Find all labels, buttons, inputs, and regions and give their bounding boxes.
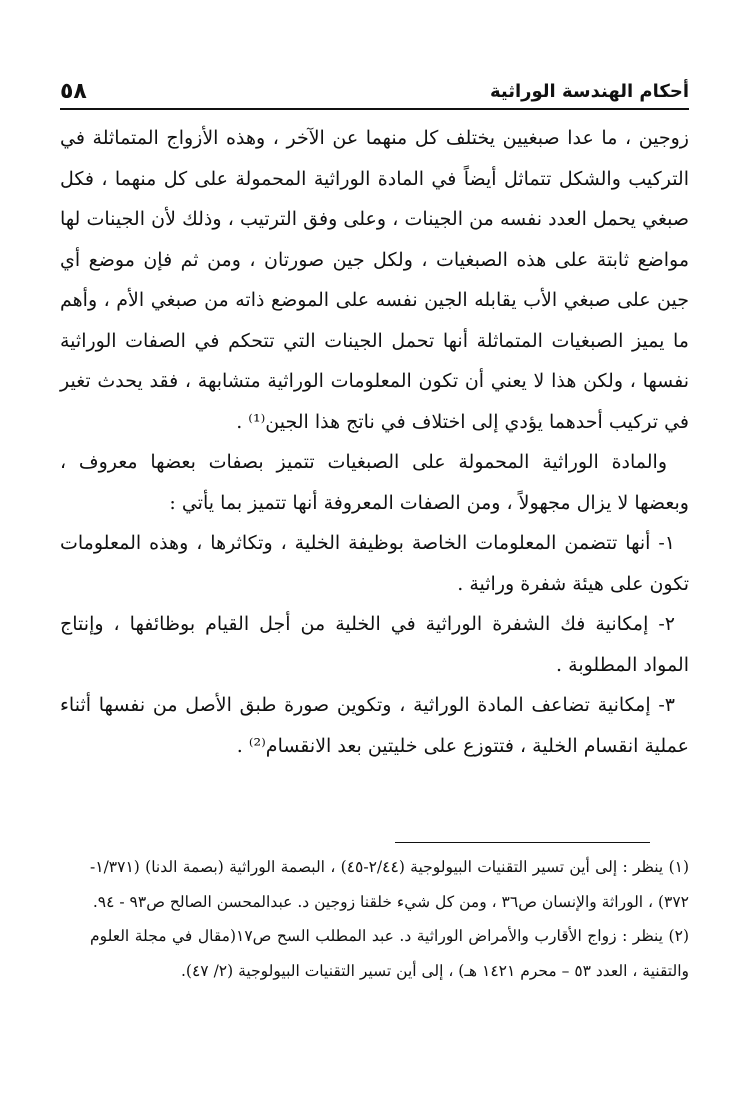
page-number: ٥٨	[60, 79, 87, 104]
paragraph: زوجين ، ما عدا صبغيين يختلف كل منهما عن الآخر ، وهذه الأزواج المتماثلة في التركيب والشكل تتماثل أيضاً في المادة الوراثية المحمولة على كل منهما ، فكل صبغي يحمل العدد نفسه من الجينات ، وعلى وفق الترتيب ، وذلك لأن الجينات لها مواضع ثابتة على هذه الصبغيات ، ولكل جين صورتان ، ومن ثم فإن موضع أي جين على صبغي الأب يقابله الجين نفسه على الموضع ذاته من صبغي الأم ، وأهم ما يميز الصبغيات المتماثلة أنها تحمل الجينات التي تتحكم في الصفات الوراثية نفسها ، ولكن هذا لا يعني أن تكون المعلومات الوراثية متشابهة ، فقد يحدث تغير في تركيب أحدهما يؤدي إلى اختلاف في ناتج هذا الجين⁽¹⁾ .	[60, 127, 689, 433]
footnote: (٢) ينظر : زواج الأقارب والأمراض الوراثية د. عبد المطلب السح ص١٧(مقال في مجلة العلوم والتقنية ، العدد ٥٣ – محرم ١٤٢١ هـ) ، إلى أين تسير التقنيات البيولوجية (٢/ ٤٧).	[90, 927, 689, 980]
footnote-separator	[395, 842, 650, 843]
footnotes	[90, 850, 689, 988]
running-title: أحكام الهندسة الوراثية	[489, 81, 689, 102]
list-item: ٣- إمكانية تضاعف المادة الوراثية ، وتكوين صورة طبق الأصل من نفسها أثناء عملية انقسام الخلية ، فتتوزع على خليتين بعد الانقسام⁽²⁾ .	[60, 694, 689, 757]
running-header	[60, 70, 689, 110]
list-item: ٢- إمكانية فك الشفرة الوراثية في الخلية من أجل القيام بوظائفها ، وإنتاج المواد المطلوبة .	[60, 613, 689, 676]
paragraph: والمادة الوراثية المحمولة على الصبغيات تتميز بصفات بعضها معروف ، وبعضها لا يزال مجهولاً ، ومن الصفات المعروفة أنها تتميز بما يأتي :	[60, 451, 689, 514]
footnote: (١) ينظر : إلى أين تسير التقنيات البيولوجية (٢/٤٤-٤٥) ، البصمة الوراثية (بصمة الدنا) (١/٣٧١- ٣٧٢) ، الوراثة والإنسان ص٣٦ ، ومن كل شيء خلقنا زوجين د. عبدالمحسن الصالح ص٩٣ - ٩٤.	[90, 858, 690, 911]
main-text	[60, 118, 689, 766]
list-item: ١- أنها تتضمن المعلومات الخاصة بوظيفة الخلية ، وتكاثرها ، وهذه المعلومات تكون على هيئة شفرة وراثية .	[60, 532, 689, 595]
